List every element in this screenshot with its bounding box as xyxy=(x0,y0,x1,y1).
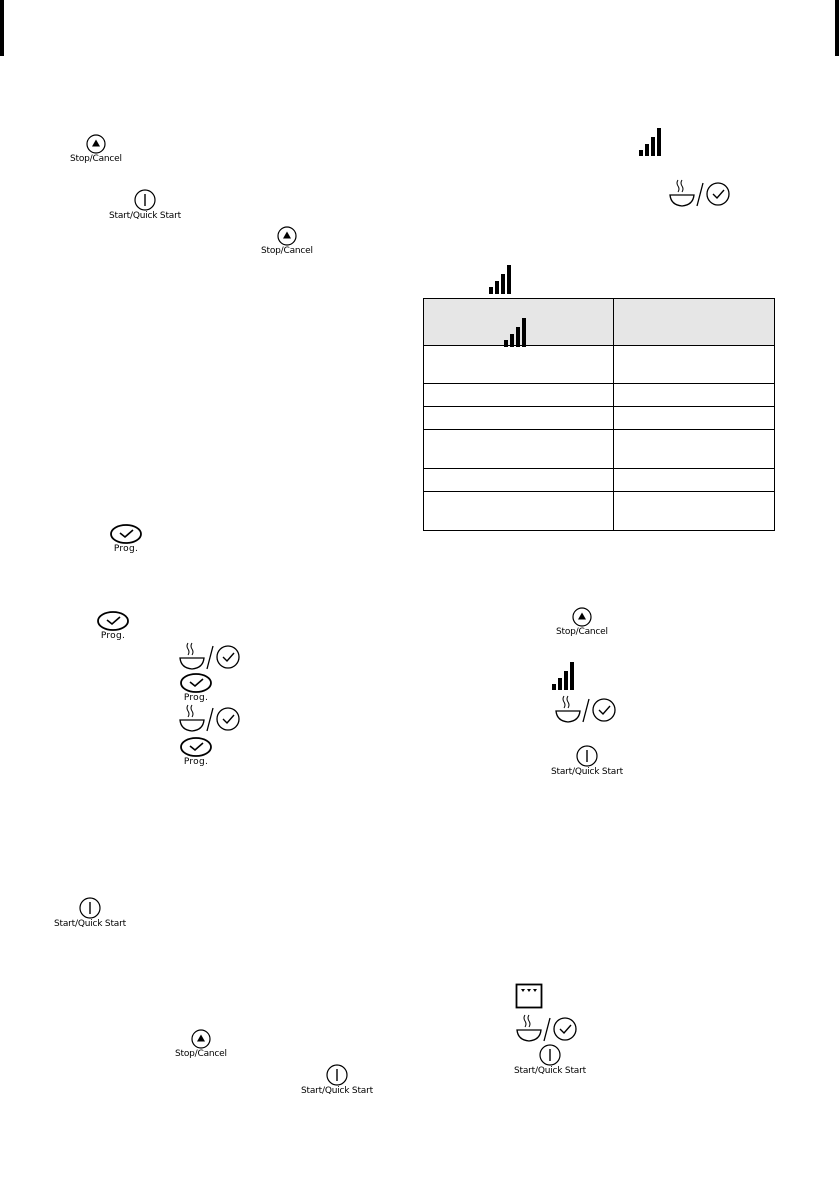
bowl-clock-icon xyxy=(178,703,242,733)
power-line-icon xyxy=(326,1064,348,1086)
table-cell xyxy=(424,430,614,469)
table-row xyxy=(424,492,775,531)
start-quick-start-label: Start/Quick Start xyxy=(514,1066,586,1076)
table-row xyxy=(424,384,775,407)
signal-bars-icon xyxy=(552,662,574,690)
power-line-icon xyxy=(539,1044,561,1066)
table-cell xyxy=(424,384,614,407)
table-header-cell xyxy=(424,299,614,346)
table-cell xyxy=(614,492,775,531)
table-header-cell xyxy=(614,299,775,346)
clock-oval-icon xyxy=(179,672,213,694)
prog-button[interactable] xyxy=(179,672,213,704)
stop-cancel-button[interactable] xyxy=(261,226,313,257)
stop-cancel-label: Stop/Cancel xyxy=(556,627,608,637)
table-row xyxy=(424,407,775,430)
start-quick-start-button[interactable] xyxy=(301,1064,373,1097)
keep-warm-delay-button[interactable] xyxy=(178,703,242,733)
prog-label: Prog. xyxy=(183,693,209,703)
clock-oval-icon xyxy=(109,523,143,545)
bowl-clock-icon xyxy=(668,178,732,208)
stop-triangle-icon xyxy=(277,226,297,246)
table-cell xyxy=(614,346,775,384)
stop-cancel-button[interactable] xyxy=(175,1029,227,1060)
stop-triangle-icon xyxy=(86,134,106,154)
stop-cancel-label: Stop/Cancel xyxy=(261,246,313,256)
prog-label: Prog. xyxy=(113,544,139,554)
stop-cancel-button[interactable] xyxy=(70,134,122,165)
prog-button[interactable] xyxy=(179,736,213,768)
start-quick-start-button[interactable] xyxy=(551,745,623,778)
start-quick-start-label: Start/Quick Start xyxy=(551,767,623,777)
menu-square-icon xyxy=(515,983,543,1009)
table-row xyxy=(424,346,775,384)
prog-label: Prog. xyxy=(100,631,126,641)
signal-bars-icon xyxy=(639,128,661,156)
clock-oval-icon xyxy=(179,736,213,758)
table-cell xyxy=(614,430,775,469)
start-quick-start-label: Start/Quick Start xyxy=(54,919,126,929)
signal-bars-icon xyxy=(504,318,526,347)
bowl-clock-icon xyxy=(515,1013,579,1043)
table-cell xyxy=(614,469,775,492)
crop-mark-top-left xyxy=(0,0,4,56)
signal-bars-icon xyxy=(489,265,511,294)
stop-triangle-icon xyxy=(572,607,592,627)
settings-table xyxy=(423,298,775,531)
start-quick-start-label: Start/Quick Start xyxy=(109,211,181,221)
keep-warm-delay-button[interactable] xyxy=(668,178,732,208)
table-cell xyxy=(614,384,775,407)
bowl-clock-icon xyxy=(178,641,242,671)
table-cell xyxy=(614,407,775,430)
menu-button[interactable] xyxy=(515,983,543,1014)
stop-cancel-button[interactable] xyxy=(556,607,608,638)
power-line-icon xyxy=(79,897,101,919)
keep-warm-delay-button[interactable] xyxy=(515,1013,579,1043)
clock-oval-icon xyxy=(96,610,130,632)
stop-triangle-icon xyxy=(191,1029,211,1049)
start-quick-start-button[interactable] xyxy=(514,1044,586,1077)
power-line-icon xyxy=(576,745,598,767)
stop-cancel-label: Stop/Cancel xyxy=(175,1049,227,1059)
table-cell xyxy=(424,407,614,430)
stop-cancel-label: Stop/Cancel xyxy=(70,154,122,164)
start-quick-start-button[interactable] xyxy=(109,189,181,222)
table-cell xyxy=(424,469,614,492)
prog-label: Prog. xyxy=(183,757,209,767)
bowl-clock-icon xyxy=(554,694,618,724)
prog-button[interactable] xyxy=(109,523,143,555)
table-cell xyxy=(424,492,614,531)
keep-warm-delay-button[interactable] xyxy=(178,641,242,671)
table-row xyxy=(424,430,775,469)
crop-mark-top-right xyxy=(835,0,839,56)
start-quick-start-label: Start/Quick Start xyxy=(301,1086,373,1096)
table-header-row xyxy=(424,299,775,346)
prog-button[interactable] xyxy=(96,610,130,642)
start-quick-start-button[interactable] xyxy=(54,897,126,930)
table-row xyxy=(424,469,775,492)
power-line-icon xyxy=(134,189,156,211)
table-cell xyxy=(424,346,614,384)
keep-warm-delay-button[interactable] xyxy=(554,694,618,724)
